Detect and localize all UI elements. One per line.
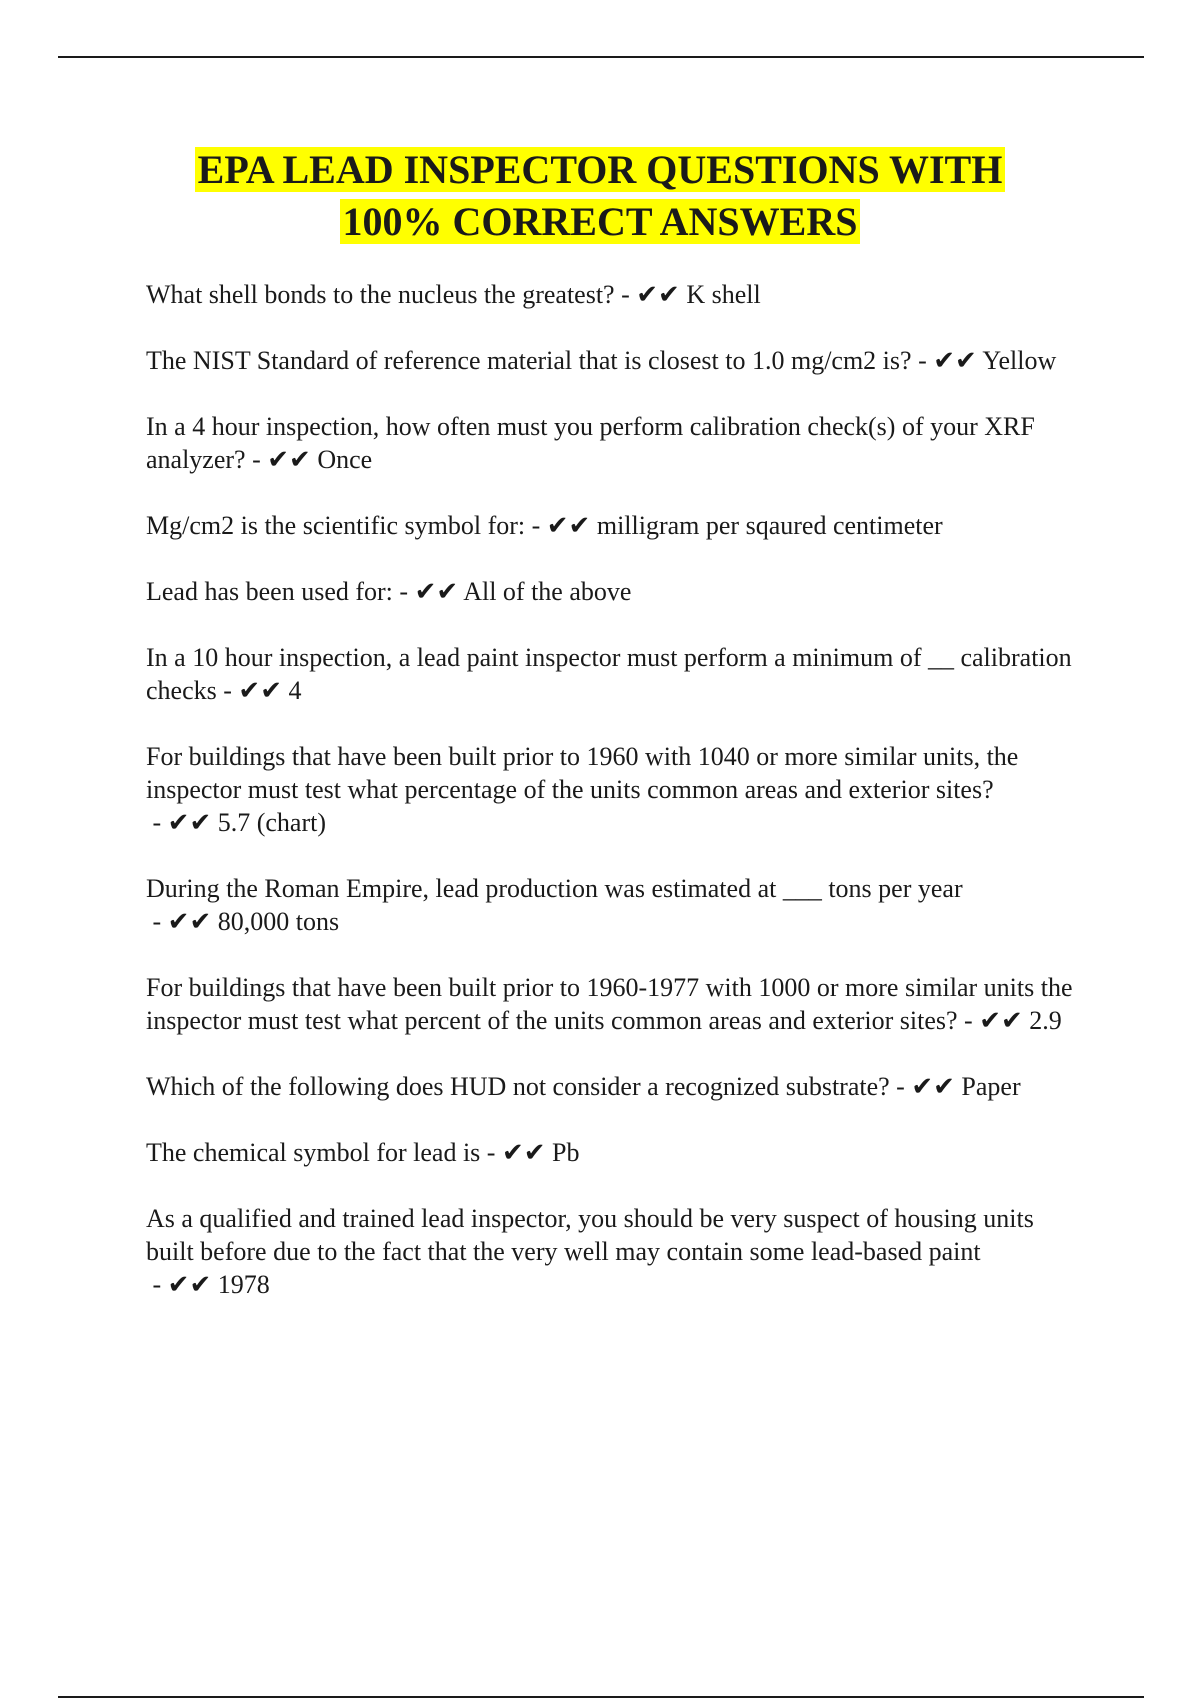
qa-item <box>146 740 1086 839</box>
question-text: In a 10 hour inspection, a lead paint inspector must perform a minimum of __ calibration checks <box>146 643 1072 705</box>
answer-separator: - ✔✔ <box>146 808 218 837</box>
answer-text: 80,000 tons <box>217 907 340 936</box>
answer-separator: - ✔✔ <box>216 676 289 705</box>
qa-item <box>146 872 1086 938</box>
answer-separator: - ✔✔ <box>957 1006 1030 1035</box>
qa-item <box>146 509 1086 542</box>
question-text: During the Roman Empire, lead production was estimated at ___ tons per year <box>146 874 963 903</box>
question-text: Mg/cm2 is the scientific symbol for: <box>146 511 526 540</box>
question-text: The NIST Standard of reference material that is closest to 1.0 mg/cm2 is? <box>146 346 912 375</box>
answer-text: 1978 <box>217 1270 270 1299</box>
answer-text: All of the above <box>463 577 632 606</box>
answer-text: milligram per sqaured centimeter <box>596 511 943 540</box>
qa-item <box>146 971 1086 1037</box>
qa-item <box>146 1070 1086 1103</box>
document-title <box>100 144 1100 248</box>
bottom-rule <box>58 1696 1144 1698</box>
qa-item <box>146 344 1086 377</box>
top-rule <box>58 56 1144 58</box>
title-line-2: 100% CORRECT ANSWERS <box>340 199 861 244</box>
qa-list <box>146 278 1086 1334</box>
qa-item <box>146 278 1086 311</box>
qa-item <box>146 641 1086 707</box>
question-text: In a 4 hour inspection, how often must you perform calibration check(s) of your XRF analyzer? <box>146 412 1035 474</box>
question-text: Lead has been used for: <box>146 577 393 606</box>
answer-separator: - ✔✔ <box>146 907 218 936</box>
question-text: What shell bonds to the nucleus the greatest? <box>146 280 615 309</box>
answer-separator: - ✔✔ <box>889 1072 962 1101</box>
title-line-1: EPA LEAD INSPECTOR QUESTIONS WITH <box>195 147 1006 192</box>
answer-text: Paper <box>961 1072 1021 1101</box>
answer-text: Pb <box>552 1138 580 1167</box>
answer-separator: - ✔✔ <box>525 511 597 540</box>
question-text: For buildings that have been built prior to 1960-1977 with 1000 or more similar units the inspector must test what percent of the units common areas and exterior sites? <box>146 973 1073 1035</box>
qa-item <box>146 575 1086 608</box>
answer-text: 2.9 <box>1029 1006 1062 1035</box>
answer-text: Yellow <box>982 346 1057 375</box>
question-text: Which of the following does HUD not consider a recognized substrate? <box>146 1072 890 1101</box>
question-text: For buildings that have been built prior to 1960 with 1040 or more similar units, the inspector must test what percentage of the units common areas and exterior sites? <box>146 742 1019 804</box>
answer-separator: - ✔✔ <box>146 1270 218 1299</box>
answer-separator: - ✔✔ <box>480 1138 553 1167</box>
answer-text: K shell <box>686 280 761 309</box>
question-text: As a qualified and trained lead inspector, you should be very suspect of housing units built before due to the fact that the very well may contain some lead-based paint <box>146 1204 1034 1266</box>
answer-text: Once <box>317 445 373 474</box>
answer-text: 5.7 (chart) <box>217 808 327 837</box>
qa-item <box>146 1136 1086 1169</box>
qa-item <box>146 1202 1086 1301</box>
answer-separator: - ✔✔ <box>392 577 464 606</box>
answer-separator: - ✔✔ <box>911 346 983 375</box>
question-text: The chemical symbol for lead is <box>146 1138 481 1167</box>
answer-text: 4 <box>288 676 302 705</box>
answer-separator: - ✔✔ <box>245 445 318 474</box>
qa-item <box>146 410 1086 476</box>
answer-separator: - ✔✔ <box>614 280 687 309</box>
